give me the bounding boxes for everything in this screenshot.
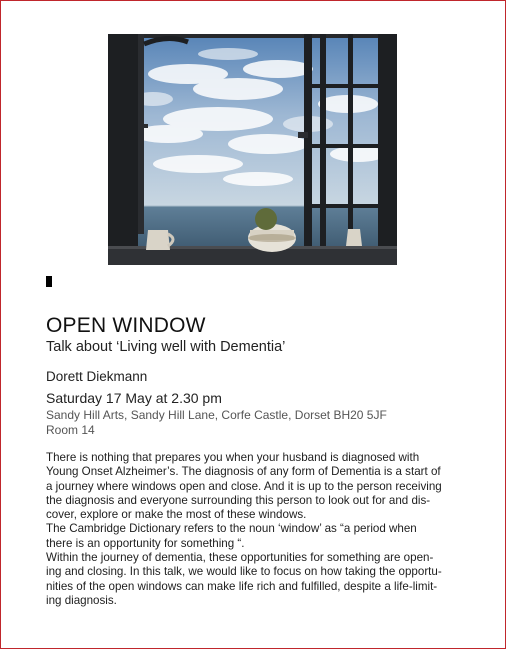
- description-line: There is nothing that prepares you when your husband is diagnosed with: [46, 451, 420, 464]
- event-description: [46, 451, 464, 608]
- description-line: the diagnosis and everyone surrounding this person to look out for and dis-: [46, 493, 431, 507]
- event-subtitle: Talk about ‘Living well with Dementia’: [46, 339, 286, 355]
- event-room: Room 14: [46, 423, 95, 437]
- event-date-time: Saturday 17 May at 2.30 pm: [46, 390, 222, 406]
- description-line: ing and closing. In this talk, we would like to focus on how taking the opportu-: [46, 565, 442, 579]
- description-line: nities of the open windows can make life rich and fulfilled, despite a life-limit-: [46, 579, 438, 593]
- description-line: there is an opportunity for something “.: [46, 536, 245, 550]
- description-line: Young Onset Alzheimer’s. The diagnosis of any form of Dementia is a start of: [46, 465, 441, 479]
- description-line: ing diagnosis.: [46, 593, 117, 607]
- event-venue: Sandy Hill Arts, Sandy Hill Lane, Corfe Castle, Dorset BH20 5JF: [46, 408, 387, 422]
- event-title: OPEN WINDOW: [46, 314, 206, 337]
- speaker-name: Dorett Diekmann: [46, 369, 148, 384]
- description-line: cover, explore or make the most of these windows.: [46, 508, 307, 522]
- description-line: Within the journey of dementia, these opportunities for something are open-: [46, 551, 434, 565]
- description-line: The Cambridge Dictionary refers to the noun ‘window’ as “a period when: [46, 522, 417, 536]
- text-cursor-marker: [46, 276, 52, 287]
- open-window-photo: [108, 34, 397, 265]
- description-line: a journey where windows open and close. And it is up to the person receiving: [46, 479, 442, 493]
